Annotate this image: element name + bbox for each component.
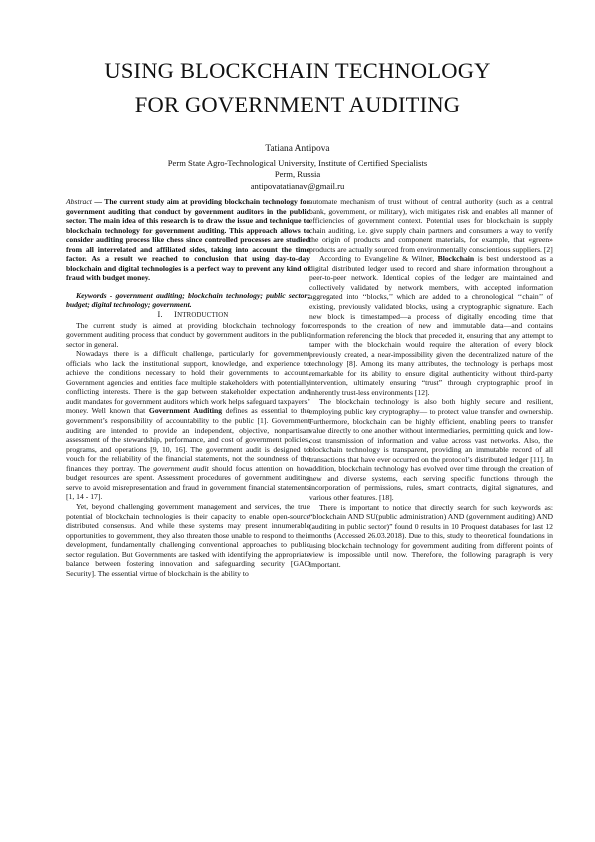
intro-p2-italic-term: government audit — [153, 463, 209, 473]
right-paragraph-1: automate mechanism of trust without of central authority (such as a central bank, government, or military), wich mitigates risk and enables all manner of efficiencies of government context. Potential uses for blockchain is supply chain auditing, i.e. give supply chain partners and consumers a way to verify the origin of products and component materials, for example, that «green» products are actually sourced from environmentally conscientious suppliers. [2] — [309, 197, 553, 254]
author-location: Perm, Russia — [274, 169, 321, 180]
paper-title-line-2: FOR GOVERNMENT AUDITING — [134, 92, 461, 117]
intro-paragraph-3: Yet, beyond challenging government management and services, the true potential of blockchain technologies is their capacity to enable open-source distributed consensus. And while these systems may present innumerable opportunities to government, they also threaten those unable to respond to their development, fundamentally challenging conventional approaches to public sector regulation. But Governments are tasked with identifying the appropriate balance between fostering innovation and safeguarding security [GAO Security]. The essential virtue of blockchain is the ability to — [66, 501, 310, 578]
section-title-initial: I — [174, 310, 178, 320]
paper-title-line-1: USING BLOCKCHAIN TECHNOLOGY — [104, 58, 491, 83]
right-p2-text-b: is best understood as a digital distributed ledger used to record and share information throughout a peer-to-peer network. Identical copies of the ledger are maintained and collectively validated by network members, with accepted information aggregated into ‘‘blocks,’’ which are added to a chronological ‘‘chain’’ of existing, previously validated blocks, using a cryptographic signature. Each new block is timestamped—a process of digitally encoding time that corresponds to the creation of new and immutable data—and contains information referencing the block that preceded it, ensuring that any attempt to tamper with the blockchain would require the alteration of every block previously created, a near-impossibility given the decentralized nature of the technology [8]. Among its many attributes, the technology is perhaps most remarkable for its ability to ensure digital authenticity without third-party intervention, ultimately ensuring “trust” through cryptographic proof in inherently trust-less environments [12]. — [309, 254, 553, 397]
keywords-text: - government auditing; blockchain technology; public sector; budget; digital technology; government. — [66, 290, 310, 310]
right-paragraph-2 — [309, 254, 553, 397]
right-paragraph-3: The blockchain technology is also both highly secure and resilient, employing public key cryptography— to protect value transfer and ownership. Furthermore, blockchain can be highly efficient, enabling peers to transfer value directly to one another without intermediaries, permitting quick and low-cost transmission of information and value across vast networks. Also, the blockchain technology is transparent, providing an immutable record of all transactions that have ever occurred on the protocol’s distributed ledger [11]. In addition, blockchain technology has evolved over time through the creation of new and diverse systems, each serving specific functions through the incorporation of permissions, rules, smart contracts, digital signatures, and various other features. [18]. — [309, 397, 553, 502]
section-title-rest: NTRODUCTION — [177, 312, 229, 320]
intro-p2-text-c: should focus attention on how budget resources are spent. Assessment procedures of government auditing serve to avoid misrepresentation and fraud in government financial statements [1, 14 - 17]. — [66, 463, 311, 502]
right-column — [309, 197, 553, 569]
abstract-text: — The current study aim at providing blockchain technology for government auditing that conduct by government auditors in the public sector. The main idea of this research is to draw the issue and technique to blockchain technology for government auditing. This approach allows to consider auditing process like chess since controlled processes are studied from all interrelated and affiliated sides, taking into account the time factor. As a result we reached to conclusion that using day-to-day blockchain and digital technologies is a perfect way to prevent any kind of fraud with budget money. — [66, 197, 310, 283]
intro-p2-bold-term: Government Auditing — [148, 406, 223, 416]
intro-p2-text-b: defines as essential to the government’s responsibility of accountability to the public [1]. Government auditing are intended to provide an independent, objective, nonpartisan assessment of the stewardship, performance, and cost of government policies, programs, and operations [9, 10, 16]. The government audit is designed to vouch for the reliability of the financial statements, not the soundness of the finances they portray. The — [66, 406, 310, 473]
left-column — [66, 197, 310, 578]
abstract-label: Abstract — [66, 197, 92, 206]
section-number: I. — [157, 310, 163, 320]
author-email[interactable]: antipovatatianav@gmail.ru — [250, 180, 345, 191]
author-affiliation: Perm State Agro-Technological University, Institute of Certified Specialists — [167, 157, 428, 168]
section-heading-introduction — [66, 310, 310, 321]
keywords-label: Keywords — [76, 290, 107, 300]
right-p2-text-a: According to Evangeline & Wilner, — [319, 254, 438, 264]
abstract — [66, 197, 310, 283]
intro-paragraph-1: The current study is aimed at providing blockchain technology for government auditing process that conduct by government auditors in the public sector in general. — [66, 320, 310, 349]
intro-p2-text-a: Nowadays there is a difficult challenge, particularly for government officials who lack the institutional support, knowledge, and experience to achieve the conditions necessary to hold their governments to account. Government agencies and entities face multiple stakeholders with potentially conflicting interests. There is the gap between stakeholder expectation and audit mandates for government auditors which work helps safeguard taxpayers’ money. Well known that — [66, 349, 310, 416]
keywords — [66, 291, 310, 310]
author-block — [0, 144, 595, 192]
right-paragraph-4: There is important to notice that directly search for such keywords as: “blockchain AND SU(public administration) AND (government auditing) AND (auditing in public sector)” found 0 results in 10 Proquest databases for last 12 months (Accessed 26.03.2018). Due to this, study to theoretical foundations in using blockchain technology for government auditing from different points of view is impossible until now. Therefore, the following paragraph is very important. — [309, 502, 553, 569]
intro-paragraph-2 — [66, 349, 310, 502]
right-p2-bold-term: Blockchain — [437, 254, 475, 264]
author-name: Tatiana Antipova — [265, 144, 330, 154]
